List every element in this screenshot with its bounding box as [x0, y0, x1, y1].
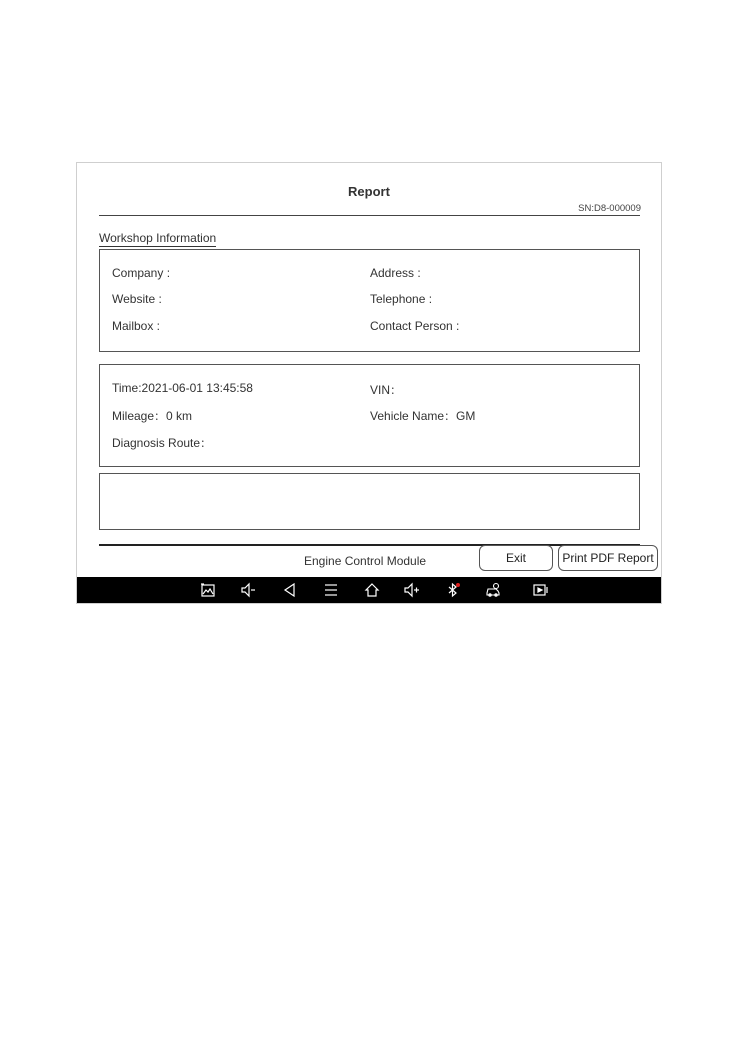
mileage-value: Mileage：0 km: [112, 409, 193, 423]
vehicle-name-value: Vehicle Name：GM: [370, 409, 476, 423]
workshop-heading: Workshop Information: [99, 231, 217, 245]
print-pdf-report-button[interactable]: Print PDF Report: [558, 545, 658, 571]
volume-down-icon[interactable]: [239, 581, 257, 599]
website-label: Website :: [112, 292, 162, 306]
company-label: Company :: [112, 266, 171, 280]
report-content-box: [99, 473, 640, 530]
module-name: Engine Control Module: [304, 554, 427, 568]
volume-up-icon[interactable]: [403, 581, 421, 599]
page-title: Report: [348, 184, 390, 199]
address-label: Address :: [370, 266, 421, 280]
screen-record-icon[interactable]: [532, 581, 550, 599]
system-nav-bar: [77, 577, 661, 603]
workshop-info-box: [99, 249, 640, 352]
back-icon[interactable]: [281, 581, 299, 599]
header-divider: [99, 215, 640, 216]
diagnosis-route-label: Diagnosis Route：: [112, 436, 213, 450]
exit-button[interactable]: Exit: [479, 545, 553, 571]
bluetooth-icon[interactable]: [444, 581, 462, 599]
home-icon[interactable]: [363, 581, 381, 599]
mailbox-label: Mailbox :: [112, 319, 161, 333]
vin-label: VIN：: [370, 383, 403, 397]
telephone-label: Telephone :: [370, 292, 433, 306]
vehicle-info-box: [99, 364, 640, 467]
report-window: [76, 162, 662, 604]
vci-car-icon[interactable]: [484, 581, 502, 599]
contact-person-label: Contact Person :: [370, 319, 460, 333]
serial-number: SN:D8-000009: [578, 203, 641, 214]
screenshot-icon[interactable]: [199, 581, 217, 599]
time-value: Time:2021-06-01 13:45:58: [112, 381, 253, 395]
menu-icon[interactable]: [322, 581, 340, 599]
